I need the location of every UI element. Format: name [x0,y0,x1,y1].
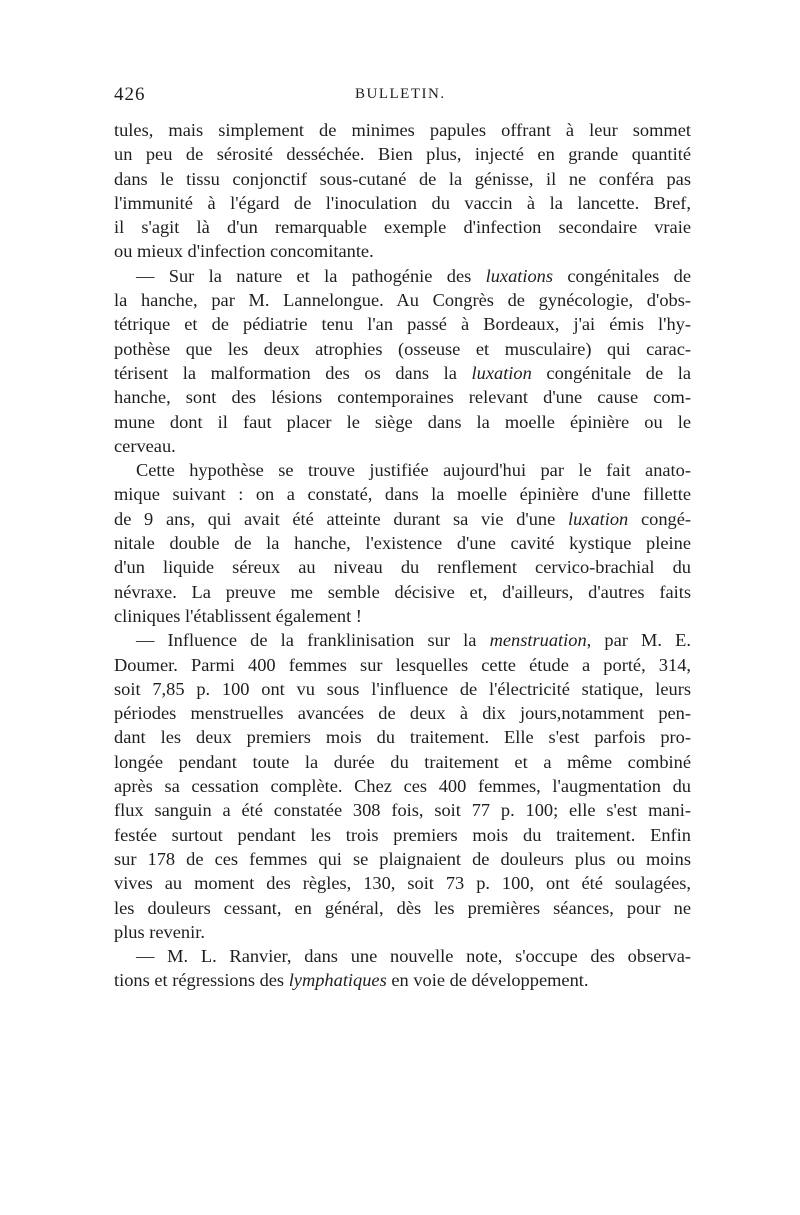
text-line: tules, mais simplement de minimes papules offrant à leur sommet [114,120,691,140]
text-line: — M. L. Ranvier, dans une nouvelle note, s'occupe des observa- [136,946,691,967]
text-line: cliniques l'établissent également ! [114,605,362,626]
text-line: la hanche, par M. Lannelongue. Au Congrès de gynécologie, d'obs- [114,290,691,311]
text-line: — Influence de la franklinisation sur la menstruation, par M. E. [136,630,691,651]
text-line: longée pendant toute la durée du traitement et a même combiné [114,751,691,772]
text-line: mique suivant : on a constaté, dans la moelle épinière d'une fillette [114,484,691,505]
text-line: Cette hypothèse se trouve justifiée aujourd'hui par le fait anato- [136,460,691,481]
text-line: flux sanguin a été constatée 308 fois, soit 77 p. 100; elle s'est mani- [114,800,691,821]
text-line: nitale double de la hanche, l'existence d'une cavité kystique pleine [114,533,691,554]
text-line: vives au moment des règles, 130, soit 73 p. 100, ont été soulagées, [114,873,691,894]
text-line: mune dont il faut placer le siège dans la moelle épinière ou le [114,411,691,432]
text-line: — Sur la nature et la pathogénie des luxations congénitales de [136,265,691,286]
text-line: tétrique et de pédiatrie tenu l'an passé à Bordeaux, j'ai émis l'hy- [114,314,691,335]
text-line: hanche, sont des lésions contemporaines relevant d'une cause com- [114,387,691,408]
text-line: les douleurs cessant, en général, dès les premières séances, pour ne [114,897,691,918]
text-line: l'immunité à l'égard de l'inoculation du vaccin à la lancette. Bref, [114,192,691,213]
text-line: après sa cessation complète. Chez ces 400 femmes, l'augmentation du [114,776,691,797]
text-line: Doumer. Parmi 400 femmes sur lesquelles cette étude a porté, 314, [114,654,691,675]
text-line: plus revenir. [114,921,205,942]
page-header [114,84,691,114]
italic-term: luxations [485,265,554,286]
text-line: de 9 ans, qui avait été atteinte durant sa vie d'une luxation congé- [114,508,691,529]
text-line: périodes menstruelles avancées de deux à dix jours,notamment pen- [114,703,691,724]
text-line: tions et régressions des lymphatiques en voie de développement. [114,970,589,991]
text-line: dant les deux premiers mois du traitement. Elle s'est parfois pro- [114,727,691,748]
italic-term: luxation [567,508,629,529]
text-line: cerveau. [114,435,176,456]
text-line: il s'agit là d'un remarquable exemple d'infection secondaire vraie [114,217,691,238]
text-line: térisent la malformation des os dans la luxation congénitale de la [114,362,691,383]
text-line: dans le tissu conjonctif sous-cutané de la génisse, il ne conféra pas [114,168,691,189]
page-number: 426 [114,84,146,105]
body-text [114,118,691,993]
text-line: ou mieux d'infection concomitante. [114,241,374,262]
running-head: BULLETIN. [355,86,446,102]
text-line: soit 7,85 p. 100 ont vu sous l'influence de l'électricité statique, leurs [114,678,691,699]
italic-term: luxation [471,362,532,383]
text-line: d'un liquide séreux au niveau du renflement cervico-brachial du [114,557,691,578]
text-line: festée surtout pendant les trois premiers mois du traitement. Enfin [114,824,691,845]
text-line: sur 178 de ces femmes qui se plaignaient de douleurs plus ou moins [114,848,691,869]
text-line: névraxe. La preuve me semble décisive et, d'ailleurs, d'autres faits [114,581,691,602]
text-line: pothèse que les deux atrophies (osseuse et musculaire) qui carac- [114,338,691,359]
text-line: un peu de sérosité desséchée. Bien plus, injecté en grande quantité [114,144,691,165]
italic-term: lymphatiques [288,970,387,991]
italic-term: menstruation [489,630,587,651]
